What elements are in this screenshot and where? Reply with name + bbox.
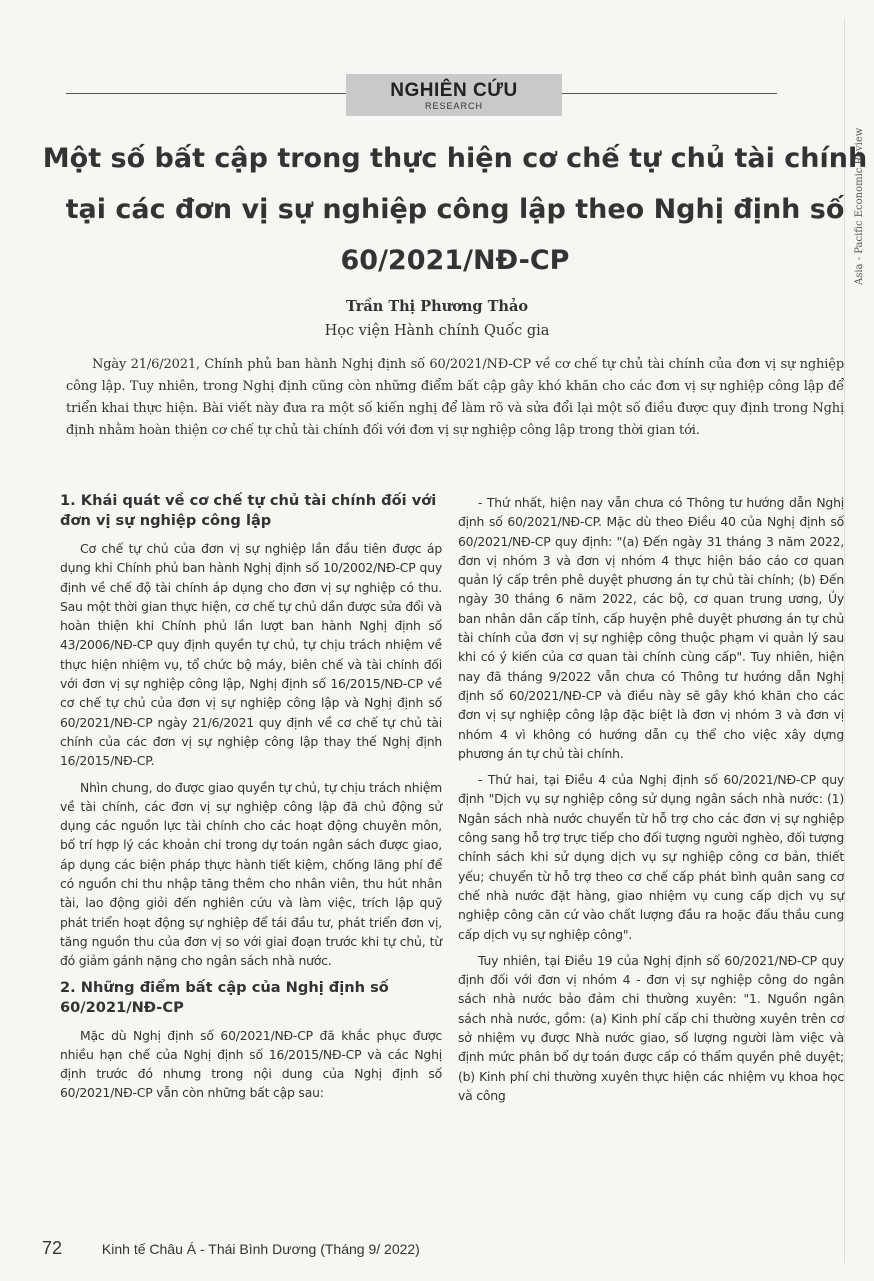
section-label — [346, 74, 562, 116]
paragraph: Cơ chế tự chủ của đơn vị sự nghiệp lần đầu tiên được áp dụng khi Chính phủ ban hành Nghị định số 10/2002/NĐ-CP quy định về chế độ tài chính áp dụng cho đơn vị sự nghiệp có thu. Sau một thời gian thực hiện, cơ chế tự chủ dần được sửa đổi và hoàn thiện khi Chính phủ lần lượt ban hành Nghị định số 43/2006/NĐ-CP quy định quyền tự chủ, tự chịu trách nhiệm về thực hiện nhiệm vụ, tổ chức bộ máy, biên chế và tài chính đối với đơn vị sự nghiệp công lập, Nghị định số 16/2015/NĐ-CP về cơ chế tự chủ của đơn vị sự nghiệp công lập và Nghị định số 60/2021/NĐ-CP ngày 21/6/2021 quy định về cơ chế tự chủ tài chính của các đơn vị sự nghiệp công lập thay thế Nghị định 16/2015/NĐ-CP. — [60, 541, 442, 769]
right-column — [458, 493, 844, 1112]
left-column — [60, 491, 442, 1110]
paragraph: - Thứ nhất, hiện nay vẫn chưa có Thông tư hướng dẫn Nghị định số 60/2021/NĐ-CP. Mặc dù theo Điều 40 của Nghị định số 60/2021/NĐ-CP quy định: "(a) Đến ngày 31 tháng 3 năm 2022, đơn vị nhóm 3 và đơn vị nhóm 4 thực hiện báo cáo cơ quan quản lý cấp trên phê duyệt phương án tự chủ tài chính; (b) Đến ngày 30 tháng 6 năm 2022, các bộ, cơ quan trung ương, Ủy ban nhân dân cấp tỉnh, cấp huyện phê duyệt phương án tự chủ tài chính của đơn vị sự nghiệp công thuộc phạm vi quản lý sau khi có ý kiến của cơ quan tài chính cùng cấp". Tuy nhiên, hiện nay đã tháng 9/2022 vẫn chưa có Thông tư hướng dẫn Nghị định số 60/2021/NĐ-CP và điều này sẽ gây khó khăn cho các đơn vị sự nghiệp công lập đặc biệt là đơn vị nhóm 3 và đơn vị nhóm 4 vì không có hướng dẫn cụ thể cho việc xây dựng phương án tự chủ tài chính. — [458, 495, 844, 761]
header-rule-right — [562, 93, 777, 94]
author-name: Trần Thị Phương Thảo — [345, 298, 529, 315]
paragraph: - Thứ hai, tại Điều 4 của Nghị định số 60/2021/NĐ-CP quy định "Dịch vụ sự nghiệp công sử dụng ngân sách nhà nước: (1) Ngân sách nhà nước chuyển từ hỗ trợ cho các đơn vị sự nghiệp công sang hỗ trợ trực tiếp cho đối tượng người nghèo, đối tượng chính sách khi sử dụng dịch vụ sự nghiệp công cơ bản, thiết yếu; chuyển từ hỗ trợ theo cơ chế cấp phát bình quân sang cơ chế nhà nước đặt hàng, giao nhiệm vụ cung cấp dịch vụ sự nghiệp công căn cứ vào chất lượng đầu ra hoặc đấu thầu cung cấp dịch vụ sự nghiệp công". — [458, 772, 844, 942]
paragraph: Nhìn chung, do được giao quyền tự chủ, tự chịu trách nhiệm về tài chính, các đơn vị sự nghiệp công lập đã chủ động sử dụng các nguồn lực tài chính cho các hoạt động chuyên môn, bố trí hợp lý các khoản chi trong dự toán ngân sách được giao, áp dụng các biện pháp thực hành tiết kiệm, chống lãng phí để có nguồn chi thu nhập tăng thêm cho nhân viên, thu hút nhân tài, lao động giỏi đến nghiên cứu và làm việc, trích lập quỹ phát triển hoạt động sự nghiệp để tái đầu tư, phát triển đơn vị, tăng nguồn thu của đơn vị so với giai đoạn trước khi tự chủ, từ đó giảm gánh nặng cho ngân sách nhà nước. — [60, 779, 442, 969]
header-rule-left — [66, 93, 346, 94]
heading-section-2: 2. Những điểm bất cập của Nghị định số 60/2021/NĐ-CP — [60, 978, 389, 1016]
author-affiliation: Học viện Hành chính Quốc gia — [324, 323, 550, 339]
section-label-vn: NGHIÊN CỨU — [390, 80, 518, 101]
section-label-en: RESEARCH — [424, 101, 483, 111]
heading-section-1: 1. Khái quát về cơ chế tự chủ tài chính đối với đơn vị sự nghiệp công lập — [60, 492, 437, 529]
paragraph: Tuy nhiên, tại Điều 19 của Nghị định số 60/2021/NĐ-CP quy định đối với đơn vị nhóm 4 - đơn vị sự nghiệp công do ngân sách nhà nước bảo đảm chi thường xuyên: "1. Nguồn ngân sách nhà nước, gồm: (a) Kinh phí cấp chi thường xuyên trên cơ sở nhiệm vụ được Nhà nước giao, số lượng người làm việc và định mức phân bổ dự toán được cấp có thẩm quyền phê duyệt; (b) Kinh phí chi thường xuyên thực hiện các nhiệm vụ khoa học và công — [458, 952, 844, 1103]
article-title: Một số bất cập trong thực hiện cơ chế tự chủ tài chính tại các đơn vị sự nghiệp công lập theo Nghị định số 60/2021/NĐ-CP — [42, 143, 868, 276]
paragraph: Mặc dù Nghị định số 60/2021/NĐ-CP đã khắc phục được nhiều hạn chế của Nghị định số 16/2015/NĐ-CP và các Nghị định trước đó nhưng trong nội dung của Nghị định số 60/2021/NĐ-CP vẫn còn những bất cập sau: — [60, 1027, 442, 1101]
abstract: Ngày 21/6/2021, Chính phủ ban hành Nghị định số 60/2021/NĐ-CP về cơ chế tự chủ tài chính của đơn vị sự nghiệp công lập. Tuy nhiên, trong Nghị định cũng còn những điểm bất cập gây khó khăn cho các đơn vị sự nghiệp công lập để triển khai thực hiện. Bài viết này đưa ra một số kiến nghị để làm rõ và sửa đổi lại một số điều được quy định trong Nghị định nhằm hoàn thiện cơ chế tự chủ tài chính đối với đơn vị sự nghiệp công lập trong thời gian tới. — [66, 357, 844, 438]
page-footer — [42, 1238, 420, 1259]
journal-vertical-text: Asia - Pacific Economic Review — [854, 127, 865, 285]
journal-footer: Kinh tế Châu Á - Thái Bình Dương (Tháng 9/ 2022) — [101, 1241, 420, 1257]
page-number: 72 — [42, 1238, 63, 1258]
